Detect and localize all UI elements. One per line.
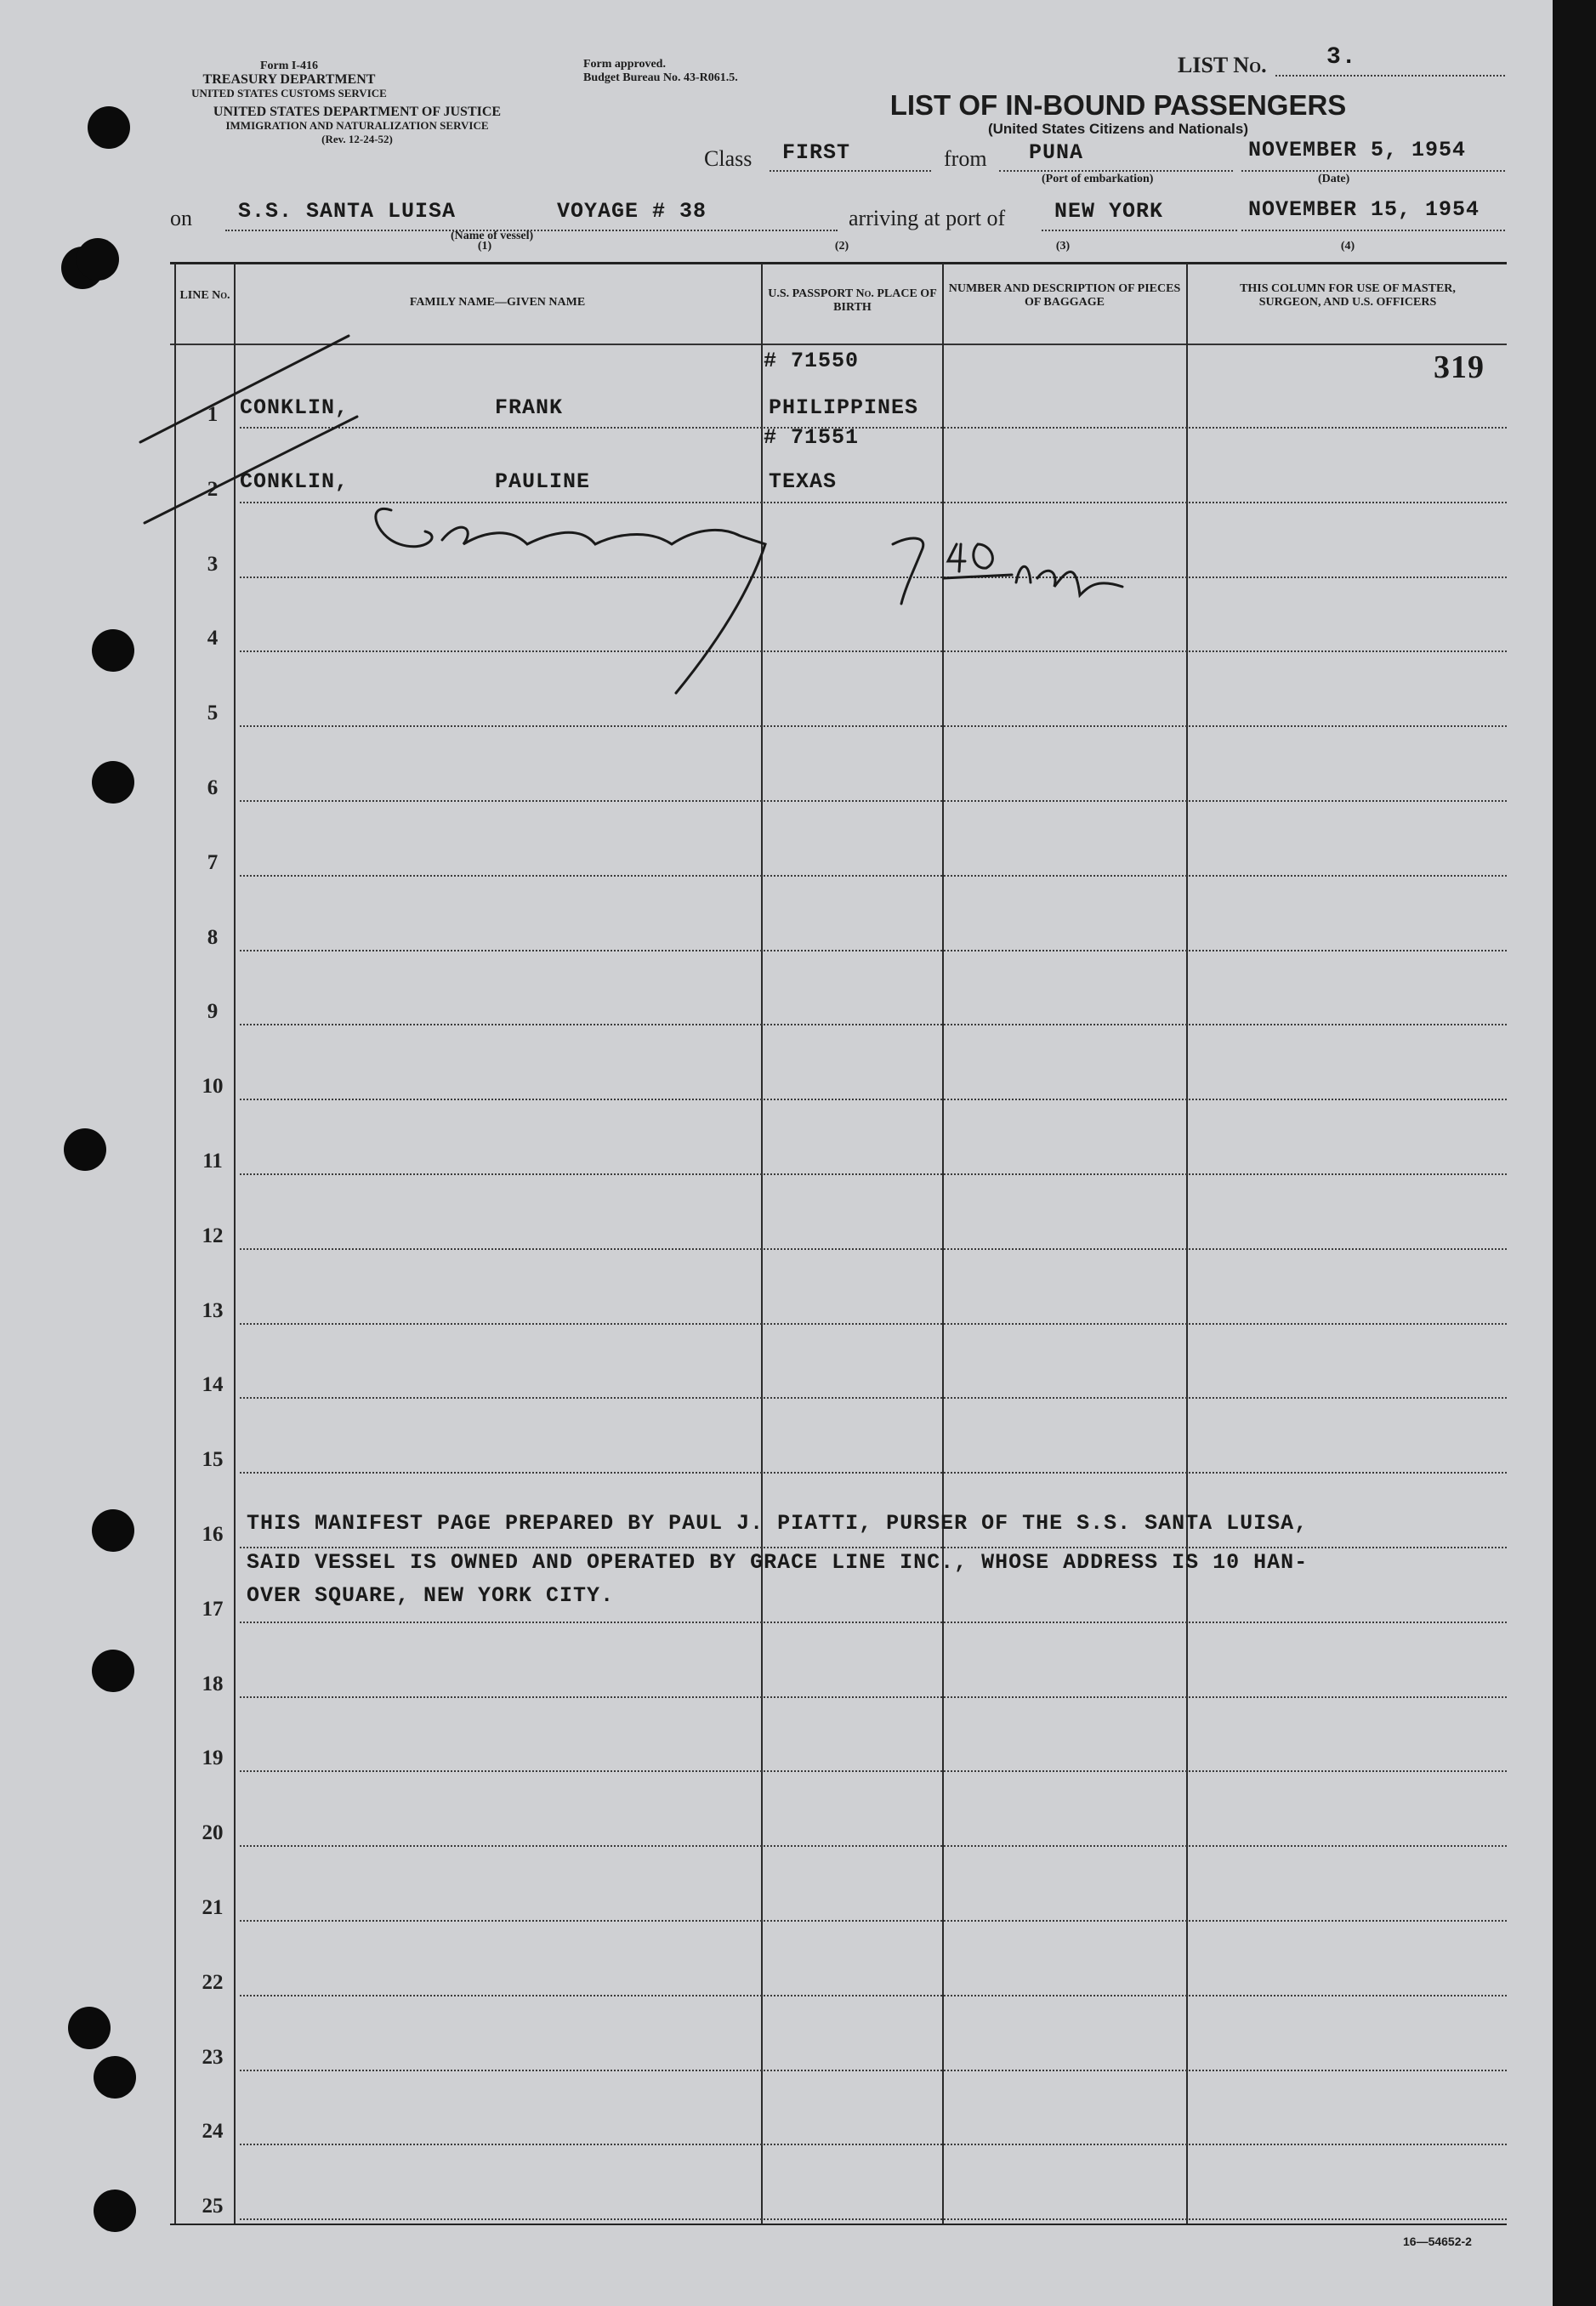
- passport-1: # 71550: [764, 349, 860, 373]
- cross-out-stroke-1: [140, 336, 349, 442]
- family-name-2: CONKLIN,: [240, 469, 349, 494]
- cross-out-stroke-2: [145, 417, 357, 523]
- line-number: 18: [202, 1672, 224, 1695]
- line-number: 10: [202, 1075, 224, 1099]
- form-number: Form I-416: [259, 60, 319, 72]
- departure-date: NOVEMBER 5, 1954: [1248, 138, 1467, 162]
- line-number: 20: [202, 1821, 224, 1845]
- col-header-baggage: NUMBER AND DESCRIPTION OF PIECES OF BAGGAGE: [948, 282, 1181, 309]
- note-line-3: OVER SQUARE, NEW YORK CITY.: [247, 1583, 615, 1608]
- birthplace-1: PHILIPPINES: [769, 395, 919, 420]
- handwritten-underline: [944, 575, 1012, 578]
- port-embark-caption: (Port of embarkation): [1042, 173, 1154, 185]
- col-num-2: (2): [834, 240, 849, 253]
- birthplace-2: TEXAS: [769, 469, 838, 494]
- line-number: 24: [202, 2120, 224, 2144]
- list-no-label: LIST No.: [1178, 53, 1267, 77]
- line-number: 2: [207, 477, 219, 501]
- list-no-value: 3.: [1326, 44, 1357, 71]
- line-number: 21: [202, 1896, 224, 1919]
- line-number: 7: [207, 850, 219, 874]
- budget-bureau: Budget Bureau No. 43-R061.5.: [583, 71, 738, 84]
- line-number: 22: [202, 1970, 224, 1994]
- arrival-port: NEW YORK: [1054, 199, 1164, 224]
- page-title: LIST OF IN-BOUND PASSENGERS: [889, 89, 1347, 121]
- form-approved: Form approved.: [583, 58, 666, 71]
- treasury-label: TREASURY DEPARTMENT: [202, 72, 376, 87]
- line-number: 13: [202, 1298, 224, 1322]
- given-name-2: PAULINE: [495, 469, 591, 494]
- handwritten-forty: [948, 544, 992, 571]
- line-number: 17: [202, 1597, 224, 1621]
- ins-label: IMMIGRATION AND NATURALIZATION SERVICE: [225, 119, 489, 132]
- justice-label: UNITED STATES DEPARTMENT OF JUSTICE: [213, 105, 502, 119]
- line-number: 25: [202, 2195, 224, 2218]
- line-number: 6: [207, 776, 219, 799]
- col-header-line-no: LINE No.: [179, 289, 230, 302]
- arrival-date: NOVEMBER 15, 1954: [1248, 197, 1480, 222]
- line-number: 15: [202, 1448, 224, 1472]
- line-number: 1: [207, 403, 219, 426]
- line-number: 5: [207, 701, 219, 725]
- line-number: 14: [202, 1373, 224, 1397]
- passport-2: # 71551: [764, 425, 860, 450]
- given-name-1: FRANK: [495, 395, 564, 420]
- line-number: 16: [202, 1523, 224, 1546]
- arriving-label: arriving at port of: [849, 206, 1006, 230]
- on-label: on: [170, 206, 192, 230]
- family-name-1: CONKLIN,: [240, 395, 349, 420]
- line-number: 4: [207, 627, 219, 650]
- date-caption: (Date): [1318, 173, 1350, 185]
- line-number: 8: [207, 925, 219, 949]
- line-number: 12: [202, 1224, 224, 1247]
- note-line-1: THIS MANIFEST PAGE PREPARED BY PAUL J. PIATTI, PURSER OF THE S.S. SANTA LUISA,: [247, 1511, 1309, 1536]
- class-label: Class: [704, 146, 753, 171]
- line-number: 3: [207, 552, 219, 576]
- col-num-4: (4): [1340, 240, 1355, 253]
- line-number: 23: [202, 2045, 224, 2069]
- line-number: 19: [202, 1747, 224, 1770]
- class-value: FIRST: [782, 140, 851, 165]
- line-number: 9: [207, 1000, 219, 1024]
- col-header-name: FAMILY NAME—GIVEN NAME: [409, 296, 586, 309]
- col-header-officers: THIS COLUMN FOR USE OF MASTER, SURGEON, AND U.S. OFFICERS: [1240, 282, 1456, 309]
- col-num-1: (1): [477, 240, 492, 253]
- from-label: from: [944, 146, 987, 171]
- page-subtitle: (United States Citizens and Nationals): [987, 121, 1249, 137]
- customs-label: UNITED STATES CUSTOMS SERVICE: [191, 87, 387, 99]
- note-line-2: SAID VESSEL IS OWNED AND OPERATED BY GRACE LINE INC., WHOSE ADDRESS IS 10 HAN-: [247, 1550, 1309, 1575]
- vessel-caption: (Name of vessel): [451, 230, 534, 242]
- handwritten-seven: [893, 538, 923, 604]
- col-num-3: (3): [1055, 240, 1071, 253]
- from-value: PUNA: [1029, 140, 1084, 165]
- col-header-passport: U.S. PASSPORT No. PLACE OF BIRTH: [768, 287, 937, 314]
- footer-code: 16—54652-2: [1403, 2235, 1472, 2248]
- handwritten-initials: [1016, 566, 1122, 595]
- rev-label: (Rev. 12-24-52): [321, 133, 393, 145]
- officer-stamp: 319: [1434, 349, 1485, 385]
- vessel-name: S.S. SANTA LUISA: [238, 199, 457, 224]
- voyage-number: VOYAGE # 38: [557, 199, 707, 224]
- line-number: 11: [202, 1150, 223, 1173]
- handwritten-signature: [376, 508, 765, 693]
